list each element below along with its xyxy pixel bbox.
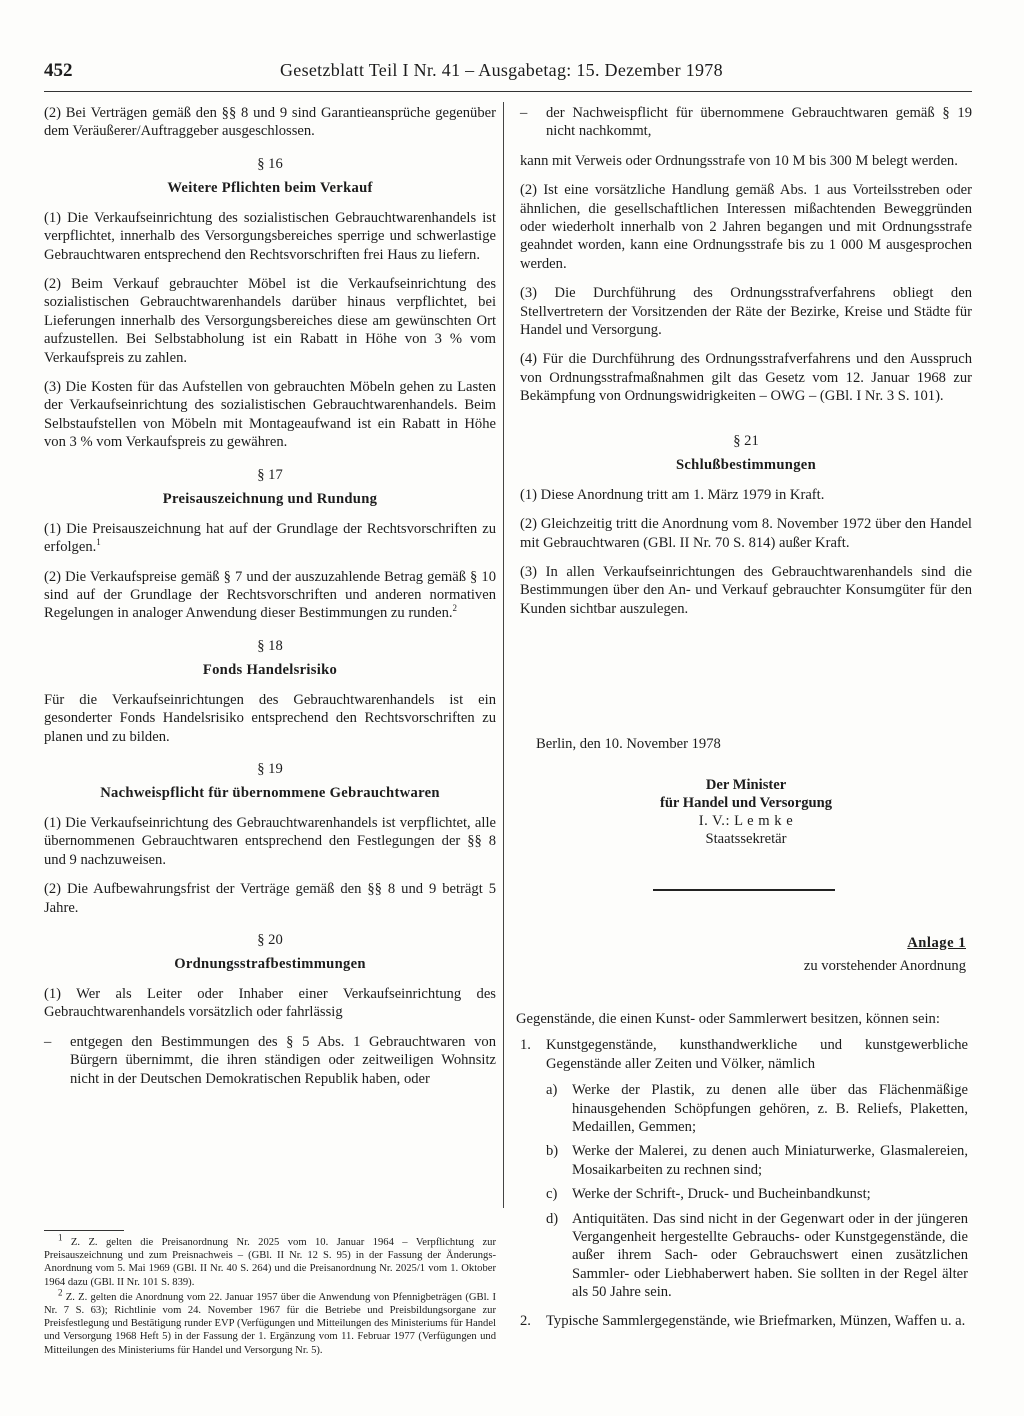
signature-rule [653, 889, 835, 891]
list-item-text: Werke der Schrift-, Druck- und Bucheinbandkunst; [572, 1186, 871, 1203]
section-number: § 19 [257, 760, 283, 777]
header-title: Gesetzblatt Teil I Nr. 41 – Ausgabetag: 15. Dezember 1978 [280, 60, 723, 80]
section-heading: Schlußbestimmungen [675, 456, 817, 473]
footnote-rule [44, 1230, 124, 1231]
list-marker: 2. [520, 1312, 531, 1329]
paragraph: (2) Die Aufbewahrungsfrist der Verträge gemäß den §§ 8 und 9 beträgt 5 Jahre. [44, 881, 496, 916]
footnotes [44, 1232, 497, 1359]
dash-mark: – [44, 1033, 52, 1050]
footnote-ref: 1 [96, 537, 101, 548]
list-marker: a) [546, 1082, 558, 1099]
page-header [44, 60, 972, 90]
paragraph-text: (1) Die Preisauszeichnung hat auf der Grundlage der Rechtsvorschriften zu erfolgen. [44, 520, 496, 556]
annex-title: Anlage 1 [907, 935, 966, 951]
signatory-role: Staatssekretär [705, 831, 787, 847]
page-number: 452 [44, 60, 73, 81]
paragraph: (2) Beim Verkauf gebrauchter Möbel ist die Verkaufseinrichtung des sozialistischen Gebrauchtwarenhandels darüber hinaus verpflichtet, bei Lieferungen innerhalb des Versorgungsbereiches diese am gewünschten Ort aufzustellen. Bei Selbstabholung ist ein Rabatt in Höhe von 3 % vom Verkaufspreis zu zahlen. [44, 276, 496, 366]
list-item-text: Kunstgegenstände, kunsthandwerkliche und kunstgewerbliche Gegenstände aller Zeiten und Völker, nämlich [546, 1037, 968, 1072]
footnote-mark: 1 [58, 1232, 63, 1243]
footnote [44, 1232, 497, 1289]
section-number: § 21 [733, 432, 759, 449]
paragraph: kann mit Verweis oder Ordnungsstrafe von 10 M bis 300 M belegt werden. [520, 152, 958, 169]
place-date: Berlin, den 10. November 1978 [536, 736, 721, 752]
footnote-text: Z. Z. gelten die Anordnung vom 22. Januar 1957 über die Anwendung von Pfennigbeträgen (GBl. I Nr. 7 S. 63); Richtlinie vom 24. November 1967 für die Betriebe und Preisbildungsorgane zur Preisfestlegung und Bestätigung runder EVP (Verfügungen und Mitteilungen des Ministeriums für Handel und Versorgung 1968 Heft 5) in der Fassung der 1. Ergänzung vom 11. Februar 1977 (Verfügungen und Mitteilungen des Ministeriums für Handel und Versorgung Nr. 5). [44, 1291, 496, 1356]
paragraph [44, 568, 496, 623]
dash-mark: – [520, 105, 528, 121]
paragraph: Für die Verkaufseinrichtungen des Gebrauchtwarenhandels ist ein gesonderter Fonds Handelsrisiko entsprechend den Rechtsvorschriften zu planen und zu bilden. [44, 691, 496, 745]
section-number: § 18 [257, 637, 283, 654]
list-marker: c) [546, 1186, 558, 1203]
paragraph: (1) Die Verkaufseinrichtung des Gebrauchtwarenhandels ist verpflichtet, alle übernommenen Gebrauchtwaren entsprechend den Festlegungen der §§ 8 und 9 nachzuweisen. [44, 814, 496, 868]
section-number: § 16 [257, 155, 283, 172]
paragraph: (4) Für die Durchführung des Ordnungsstrafverfahrens und den Ausspruch von Ordnungsstrafmaßnahmen gilt das Gesetz vom 12. Januar 1968 zur Bekämpfung von Ordnungswidrigkeiten – OWG – (GBl. I Nr. 3 S. 101). [520, 351, 972, 405]
footnote [44, 1287, 496, 1357]
footnote-text: Z. Z. gelten die Preisanordnung Nr. 2025 vom 10. Januar 1964 – Verpflichtung zur Preisauszeichnung und zum Preisnachweis – (GBl. II Nr. 12 S. 95) in der Fassung der Änderungs-Anordnung vom 5. Mai 1969 (GBl. II Nr. 40 S. 264) und die Preisanordnung Nr. 2025/1 vom 1. Oktober 1964 dazu (GBl. II Nr. 101 S. 839). [44, 1237, 497, 1288]
paragraph: (2) Ist eine vorsätzliche Handlung gemäß Abs. 1 aus Vorteilsstreben oder ähnlichen, die gesellschaftlichen Interessen mißachtenden Beweggründen oder wiederholt innerhalb von 2 Jahren begangen und mit Ordnungsstrafe geahndet worden, kann eine Ordnungsstrafe bis zu 1 000 M ausgesprochen werden. [520, 182, 972, 272]
list-item [516, 1036, 968, 1073]
annex-subtitle: zu vorstehender Anordnung [803, 958, 966, 974]
paragraph: (2) Gleichzeitig tritt die Anordnung vom 8. November 1972 über den Handel mit Gebrauchtwaren (GBl. II Nr. 70 S. 814) außer Kraft. [520, 516, 972, 551]
list-marker: d) [546, 1210, 559, 1227]
section-heading: Nachweispflicht für übernommene Gebrauchtwaren [100, 784, 440, 801]
paragraph: (2) Bei Verträgen gemäß den §§ 8 und 9 sind Garantieansprüche gegenüber dem Veräußerer/Auftraggeber ausgeschlossen. [44, 105, 496, 140]
footnote-ref: 2 [452, 603, 458, 614]
paragraph: (1) Wer als Leiter oder Inhaber einer Verkaufseinrichtung des Gebrauchtwarenhandels vorsätzlich oder fahrlässig [44, 985, 496, 1021]
column-divider [503, 102, 504, 1208]
paragraph: (3) Die Kosten für das Aufstellen von gebrauchten Möbeln gehen zu Lasten der Verkaufseinrichtung des sozialistischen Gebrauchtwarenhandels. Beim Selbstaufstellen von Möbeln mit Montageaufwand ist ein Rabatt in Höhe von 3 % vom Verkaufspreis zu gewähren. [44, 379, 496, 451]
paragraph: (3) Die Durchführung des Ordnungsstrafverfahrens obliegt den Stellvertretern der Vorsitzenden der Räte der Bezirke, Kreise und Städte für Handel und Versorgung. [520, 285, 972, 339]
paragraph-text: (2) Die Verkaufspreise gemäß § 7 und der auszuzahlende Betrag gemäß § 10 sind auf der Grundlage der Rechtsvorschriften und anderen normativen Regelungen in analoger Anwendung dieser Bestimmungen zu runden. [44, 568, 496, 622]
sub-list-item [516, 1142, 968, 1179]
paragraph [44, 520, 496, 557]
list-item [516, 1312, 968, 1330]
dash-item [520, 104, 972, 141]
signatory-title: Der Minister [705, 777, 787, 793]
right-column [520, 104, 972, 629]
left-column [44, 104, 496, 1099]
list-item-text: Typische Sammlergegenstände, wie Briefmarken, Münzen, Waffen u. a. [546, 1312, 966, 1329]
section-heading: Fonds Handelsrisiko [202, 661, 338, 678]
section-number: § 20 [257, 931, 283, 948]
list-item-text: Werke der Malerei, zu denen auch Miniaturwerke, Glasmalereien, Mosaikarbeiten zu rechnen sind; [572, 1143, 968, 1178]
section-number: § 17 [257, 466, 283, 483]
list-marker: b) [546, 1143, 559, 1160]
list-marker: 1. [520, 1037, 531, 1054]
section-heading: Weitere Pflichten beim Verkauf [167, 179, 373, 196]
dash-item [44, 1033, 496, 1088]
signatory-name: I. V.: L e m k e [698, 813, 794, 829]
footnote-mark: 2 [58, 1287, 63, 1298]
section-heading: Ordnungsstrafbestimmungen [174, 955, 366, 972]
paragraph: (1) Die Verkaufseinrichtung des sozialistischen Gebrauchtwarenhandels ist verpflichtet, innerhalb des Versorgungsbereiches sperrige und schwerlastige Gebrauchtwaren entsprechend den Rechtsvorschriften frei Haus zu liefern. [44, 209, 496, 263]
sub-list-item [516, 1081, 968, 1136]
dash-item-text: entgegen den Bestimmungen des § 5 Abs. 1 Gebrauchtwaren von Bürgern übernimmt, die ihren ständigen oder zeitweiligen Wohnsitz nicht in der Deutschen Demokratischen Republik haben, oder [70, 1033, 496, 1087]
signatory-ministry: für Handel und Versorgung [659, 795, 833, 811]
annex-header [620, 935, 966, 975]
sub-list-item [516, 1210, 968, 1302]
dash-item-text: der Nachweispflicht für übernommene Gebrauchtwaren gemäß § 19 nicht nachkommt, [546, 105, 972, 140]
paragraph: (3) In allen Verkaufseinrichtungen des Gebrauchtwarenhandels sind die Bestimmungen über den An- und Verkauf gebrauchter Konsumgüter für den Kunden sichtbar auszulegen. [520, 563, 972, 617]
signatory [520, 776, 972, 848]
list-item-text: Antiquitäten. Das sind nicht in der Gegenwart oder in der jüngeren Vergangenheit hergestellte Gebrauchs- oder Kunstgegenstände, die außer ihrem Sach- oder Gebrauchswert einen zusätzlichen Sammler- oder Liebhaberwert haben. Sie sollten in der Regel älter als 50 Jahre sein. [572, 1210, 968, 1301]
annex-body [516, 1010, 968, 1338]
list-item-text: Werke der Plastik, zu denen alle über das Flächenmäßige hinausgehenden Schöpfungen gehören, z. B. Reliefs, Plaketten, Medaillen, Gemmen; [572, 1082, 968, 1136]
section-heading: Preisauszeichnung und Rundung [162, 490, 378, 507]
paragraph: (1) Diese Anordnung tritt am 1. März 1979 in Kraft. [520, 486, 825, 503]
sub-list-item [516, 1185, 968, 1203]
header-rule [44, 91, 972, 92]
paragraph: Gegenstände, die einen Kunst- oder Sammlerwert besitzen, können sein: [516, 1011, 940, 1027]
